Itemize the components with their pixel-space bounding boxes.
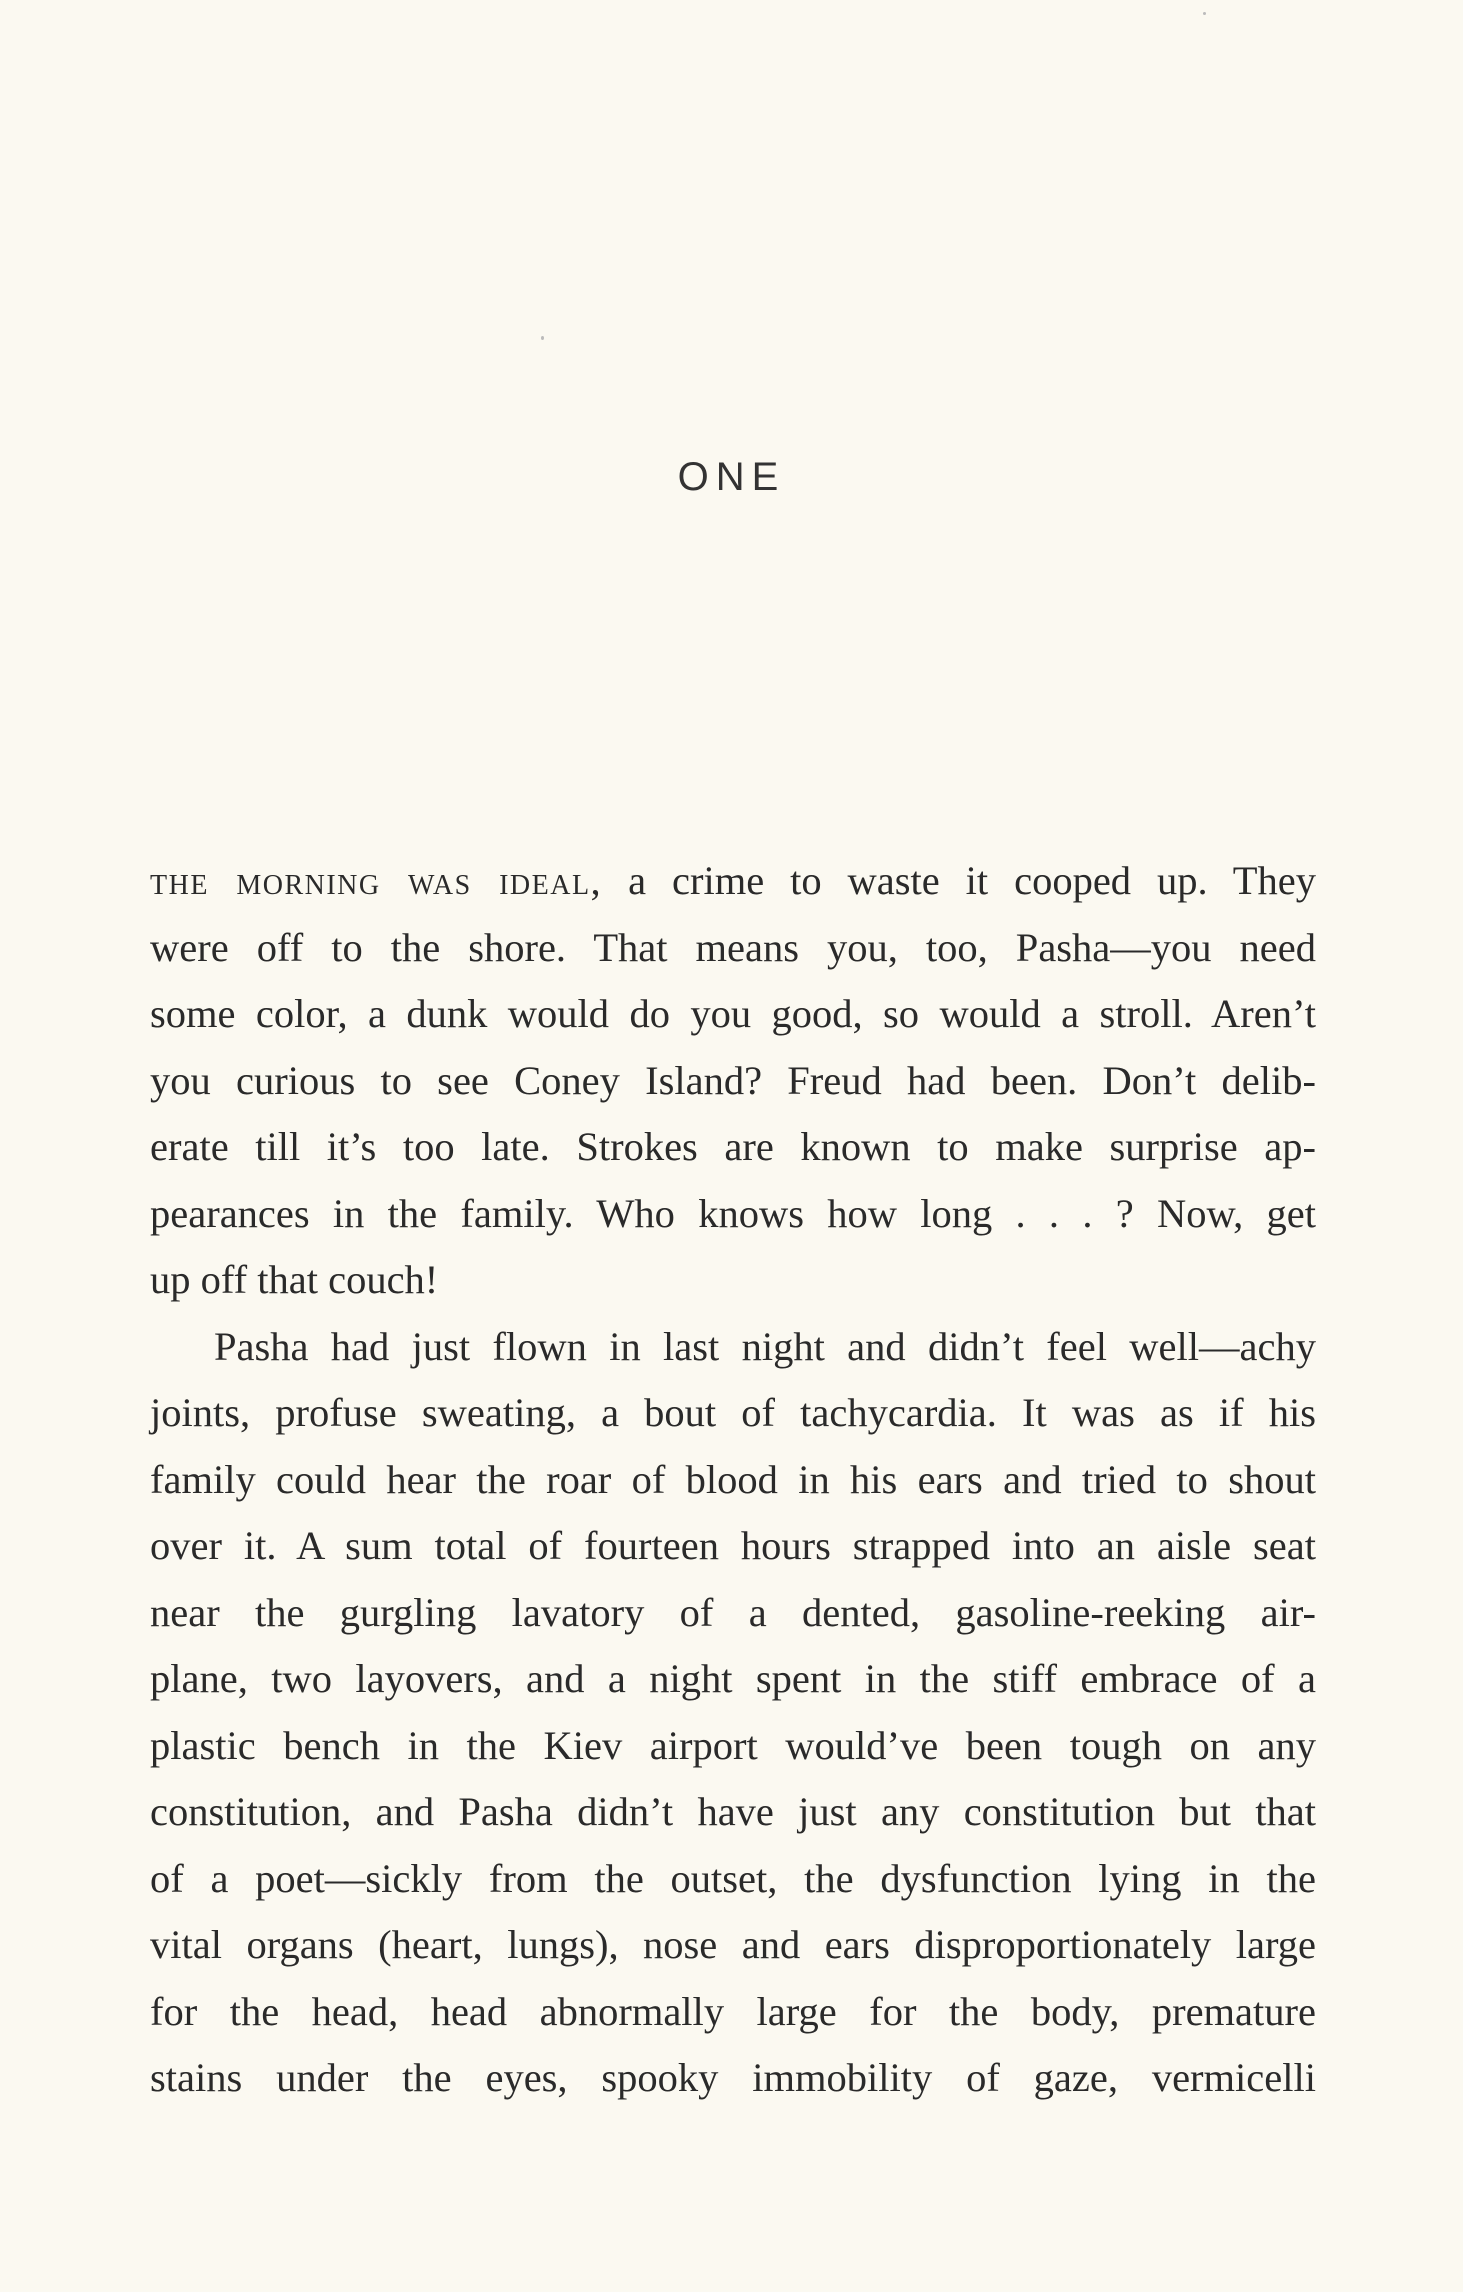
text-line: Pasha had just flown in last night and didn’t feel well—achy [214,1323,1316,1369]
text-line: over it. A sum total of fourteen hours strapped into an aisle seat [150,1523,1316,1568]
text-line: stains under the eyes, spooky immobility of gaze, vermicelli [150,2055,1316,2100]
text-line: plane, two layovers, and a night spent in the stiff embrace of a [150,1656,1316,1701]
text-line: constitution, and Pasha didn’t have just any constitution but that [150,1789,1316,1834]
text-line: for the head, head abnormally large for the body, premature [150,1988,1316,2034]
text-line: near the gurgling lavatory of a dented, gasoline-reeking air- [150,1589,1316,1635]
text-line: family could hear the roar of blood in his ears and tried to shout [150,1456,1316,1502]
paragraph-2 [150,1314,1316,2112]
text-line-content: a crime to waste it cooped up. They [602,858,1316,903]
text-line: joints, profuse sweating, a bout of tachycardia. It was as if his [150,1390,1316,1435]
body-text [150,848,1316,2112]
text-line: of a poet—sickly from the outset, the dysfunction lying in the [150,1855,1316,1901]
paper-speck [1203,12,1206,15]
text-line: erate till it’s too late. Strokes are known to make surprise ap- [150,1124,1316,1169]
text-line: pearances in the family. Who knows how long . . . ? Now, get [150,1190,1316,1236]
text-line: you curious to see Coney Island? Freud had been. Don’t delib- [150,1057,1316,1103]
text-line: plastic bench in the Kiev airport would’ve been tough on any [150,1722,1316,1768]
text-line [150,848,1316,915]
text-line: vital organs (heart, lungs), nose and ears disproportionately large [150,1922,1316,1967]
chapter-title: ONE [677,455,786,499]
text-line: up off that couch! [150,1257,439,1302]
paragraph-1 [150,848,1316,1314]
text-line: were off to the shore. That means you, too, Pasha—you need [150,924,1316,970]
lead-in-small-caps: the morning was ideal, [150,858,603,903]
paper-speck [541,336,544,340]
text-line: some color, a dunk would do you good, so would a stroll. Aren’t [150,991,1316,1036]
